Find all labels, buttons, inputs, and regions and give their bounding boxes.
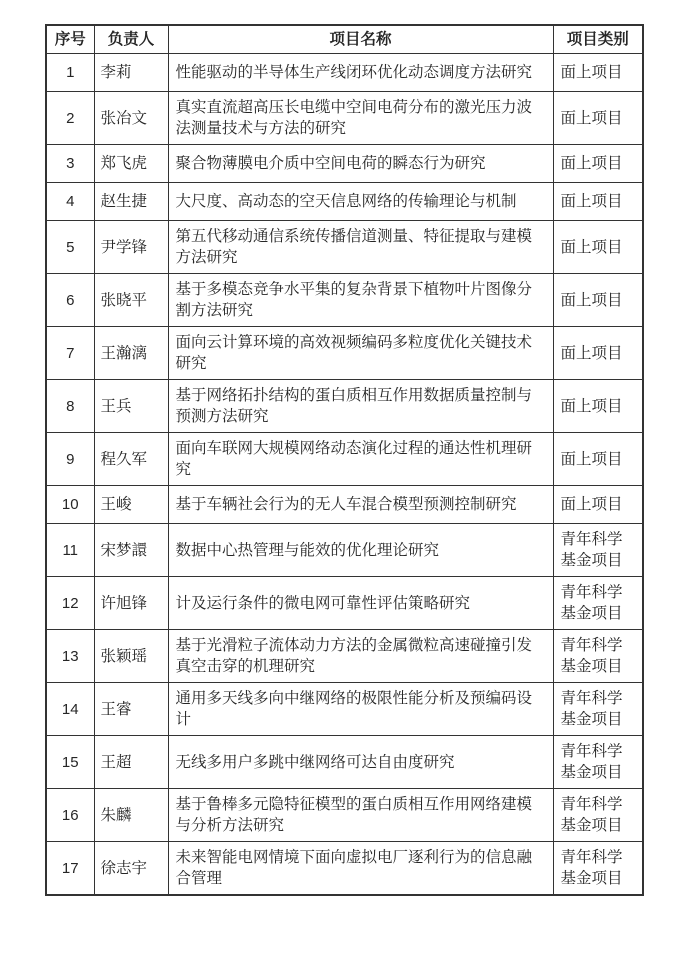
cell-serial-number: 9: [46, 433, 94, 486]
cell-serial-number: 4: [46, 183, 94, 221]
table-row: [46, 736, 643, 789]
cell-principal-investigator: 张颖瑶: [94, 630, 168, 683]
cell-serial-number: 3: [46, 145, 94, 183]
cell-serial-number: 12: [46, 577, 94, 630]
cell-project-title: 未来智能电网情境下面向虚拟电厂逐利行为的信息融合管理: [168, 842, 553, 896]
cell-project-title: 基于多模态竞争水平集的复杂背景下植物叶片图像分割方法研究: [168, 274, 553, 327]
table-row: [46, 842, 643, 896]
cell-project-category: 青年科学基金项目: [553, 524, 643, 577]
cell-project-title: 基于鲁棒多元隐特征模型的蛋白质相互作用网络建模与分析方法研究: [168, 789, 553, 842]
cell-project-category: 面上项目: [553, 145, 643, 183]
cell-project-category: 面上项目: [553, 183, 643, 221]
cell-project-category: 面上项目: [553, 274, 643, 327]
cell-principal-investigator: 张冶文: [94, 92, 168, 145]
cell-principal-investigator: 朱麟: [94, 789, 168, 842]
cell-project-title: 基于车辆社会行为的无人车混合模型预测控制研究: [168, 486, 553, 524]
cell-principal-investigator: 许旭锋: [94, 577, 168, 630]
table-row: [46, 92, 643, 145]
header-row: [46, 25, 643, 54]
cell-serial-number: 15: [46, 736, 94, 789]
table-row: [46, 486, 643, 524]
cell-principal-investigator: 王超: [94, 736, 168, 789]
header-principal-investigator: 负责人: [94, 25, 168, 54]
table-row: [46, 683, 643, 736]
cell-project-title: 第五代移动通信系统传播信道测量、特征提取与建模方法研究: [168, 221, 553, 274]
table-row: [46, 789, 643, 842]
cell-project-category: 青年科学基金项目: [553, 736, 643, 789]
cell-project-category: 面上项目: [553, 92, 643, 145]
cell-serial-number: 8: [46, 380, 94, 433]
cell-principal-investigator: 李莉: [94, 54, 168, 92]
cell-serial-number: 16: [46, 789, 94, 842]
cell-project-category: 青年科学基金项目: [553, 630, 643, 683]
cell-principal-investigator: 王峻: [94, 486, 168, 524]
cell-principal-investigator: 王睿: [94, 683, 168, 736]
cell-serial-number: 11: [46, 524, 94, 577]
table-row: [46, 183, 643, 221]
cell-project-category: 面上项目: [553, 486, 643, 524]
table-row: [46, 221, 643, 274]
cell-principal-investigator: 王瀚漓: [94, 327, 168, 380]
cell-project-category: 面上项目: [553, 54, 643, 92]
cell-serial-number: 17: [46, 842, 94, 896]
cell-project-title: 面向车联网大规模网络动态演化过程的通达性机理研究: [168, 433, 553, 486]
cell-serial-number: 5: [46, 221, 94, 274]
cell-principal-investigator: 王兵: [94, 380, 168, 433]
cell-project-category: 面上项目: [553, 380, 643, 433]
header-serial-number: 序号: [46, 25, 94, 54]
cell-project-category: 青年科学基金项目: [553, 842, 643, 896]
cell-project-title: 性能驱动的半导体生产线闭环优化动态调度方法研究: [168, 54, 553, 92]
cell-serial-number: 13: [46, 630, 94, 683]
projects-table: [45, 24, 644, 896]
cell-project-title: 基于光滑粒子流体动力方法的金属微粒高速碰撞引发真空击穿的机理研究: [168, 630, 553, 683]
table-row: [46, 145, 643, 183]
cell-project-title: 聚合物薄膜电介质中空间电荷的瞬态行为研究: [168, 145, 553, 183]
cell-project-title: 计及运行条件的微电网可靠性评估策略研究: [168, 577, 553, 630]
cell-project-category: 面上项目: [553, 221, 643, 274]
cell-project-title: 基于网络拓扑结构的蛋白质相互作用数据质量控制与预测方法研究: [168, 380, 553, 433]
table-row: [46, 630, 643, 683]
cell-principal-investigator: 徐志宇: [94, 842, 168, 896]
cell-serial-number: 2: [46, 92, 94, 145]
cell-project-title: 无线多用户多跳中继网络可达自由度研究: [168, 736, 553, 789]
cell-principal-investigator: 程久军: [94, 433, 168, 486]
cell-serial-number: 10: [46, 486, 94, 524]
cell-project-category: 青年科学基金项目: [553, 789, 643, 842]
cell-serial-number: 14: [46, 683, 94, 736]
cell-project-title: 大尺度、高动态的空天信息网络的传输理论与机制: [168, 183, 553, 221]
table-row: [46, 524, 643, 577]
cell-project-title: 通用多天线多向中继网络的极限性能分析及预编码设计: [168, 683, 553, 736]
table-row: [46, 380, 643, 433]
cell-serial-number: 7: [46, 327, 94, 380]
header-project-category: 项目类别: [553, 25, 643, 54]
table-row: [46, 54, 643, 92]
table-row: [46, 577, 643, 630]
cell-principal-investigator: 郑飞虎: [94, 145, 168, 183]
cell-project-title: 面向云计算环境的高效视频编码多粒度优化关键技术研究: [168, 327, 553, 380]
cell-serial-number: 1: [46, 54, 94, 92]
cell-project-category: 面上项目: [553, 433, 643, 486]
cell-principal-investigator: 张晓平: [94, 274, 168, 327]
header-project-title: 项目名称: [168, 25, 553, 54]
cell-project-category: 面上项目: [553, 327, 643, 380]
cell-serial-number: 6: [46, 274, 94, 327]
table-row: [46, 433, 643, 486]
cell-project-title: 真实直流超高压长电缆中空间电荷分布的激光压力波法测量技术与方法的研究: [168, 92, 553, 145]
cell-principal-investigator: 赵生捷: [94, 183, 168, 221]
cell-project-title: 数据中心热管理与能效的优化理论研究: [168, 524, 553, 577]
table-row: [46, 327, 643, 380]
cell-project-category: 青年科学基金项目: [553, 683, 643, 736]
table-row: [46, 274, 643, 327]
cell-project-category: 青年科学基金项目: [553, 577, 643, 630]
cell-principal-investigator: 尹学锋: [94, 221, 168, 274]
cell-principal-investigator: 宋梦譞: [94, 524, 168, 577]
